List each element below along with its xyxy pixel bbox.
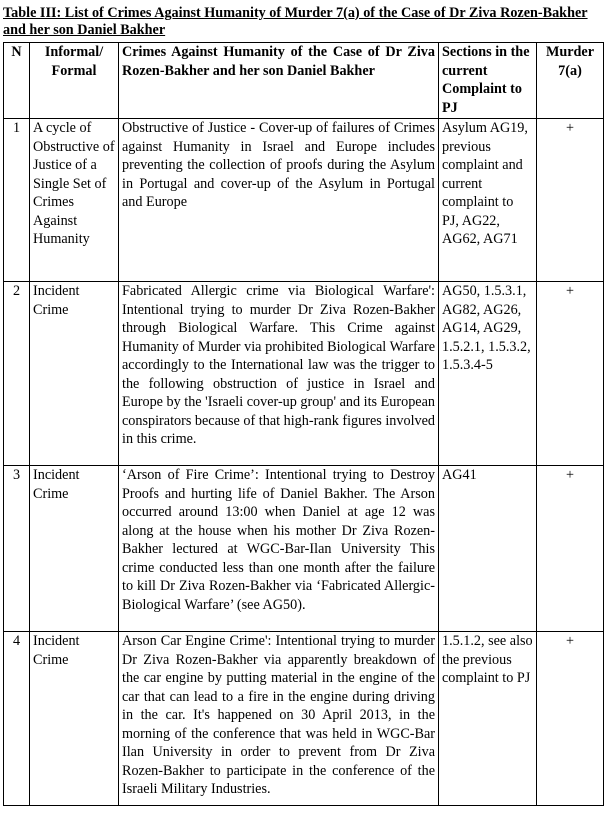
row-number: 4: [4, 632, 30, 806]
row-type: Incident Crime: [30, 466, 119, 632]
row-description: Arson Car Engine Crime': Intentional trying to murder Dr Ziva Rozen-Bakher via apparently breakdown of the car engine by putting material in the engine of the car that can lead to a fire in the engine during driving in the car. It's happened on 30 April 2013, in the morning of the conference that was held in WGC-Bar Ilan University in order to prevent from Dr Ziva Rozen-Bakher to participate in the conference of the Israeli Military Industries.: [119, 632, 439, 806]
row-description: Fabricated Allergic crime via Biological Warfare': Intentional trying to murder Dr Ziva Rozen-Bakher through Biological Warfare. This Crime against Humanity of Murder via prohibited Biological Warfare accordingly to the International law was the trigger to the following obstruction of justice in Israel and Europe by the 'Israeli cover-up group' and its European conspirators because of that high-rank figures involved in this crime.: [119, 282, 439, 466]
header-row: [4, 43, 604, 119]
row-description: ‘Arson of Fire Crime’: Intentional trying to Destroy Proofs and hurting life of Daniel Bakher. The Arson occurred around 13:00 when Daniel at age 12 was along at the house when his mother Dr Ziva Rozen-Bakher lectured at WGC-Bar-Ilan University This crime conducted less than one month after the failure to kill Dr Ziva Rozen-Bakher via ‘Fabricated Allergic-Biological Warfare’ (see AG50).: [119, 466, 439, 632]
row-type: Incident Crime: [30, 282, 119, 466]
row-number: 1: [4, 119, 30, 282]
table-row: [4, 119, 604, 282]
row-murder-mark: +: [537, 119, 604, 282]
header-n: N: [4, 43, 30, 119]
row-murder-mark: +: [537, 632, 604, 806]
row-number: 3: [4, 466, 30, 632]
table-row: [4, 632, 604, 806]
row-description: Obstructive of Justice - Cover-up of failures of Crimes against Humanity in Israel and Europe includes preventing the collection of proofs during the Asylum in Portugal and cover-up of the Asylum in Portugal and Europe: [119, 119, 439, 282]
row-number: 2: [4, 282, 30, 466]
header-informal-formal: Informal/ Formal: [30, 43, 119, 119]
row-murder-mark: +: [537, 282, 604, 466]
row-sections: Asylum AG19, previous complaint and current complaint to PJ, AG22, AG62, AG71: [439, 119, 537, 282]
table-row: [4, 466, 604, 632]
header-sections: Sections in the current Complaint to PJ: [439, 43, 537, 119]
row-murder-mark: +: [537, 466, 604, 632]
table-row: [4, 282, 604, 466]
crimes-table: [3, 42, 604, 806]
row-type: Incident Crime: [30, 632, 119, 806]
row-sections: 1.5.1.2, see also the previous complaint to PJ: [439, 632, 537, 806]
row-sections: AG50, 1.5.3.1, AG82, AG26, AG14, AG29, 1.5.2.1, 1.5.3.2, 1.5.3.4-5: [439, 282, 537, 466]
row-type: A cycle of Obstructive of Justice of a Single Set of Crimes Against Humanity: [30, 119, 119, 282]
row-sections: AG41: [439, 466, 537, 632]
table-title: Table III: List of Crimes Against Humanity of Murder 7(a) of the Case of Dr Ziva Rozen-Bakher and her son Daniel Bakher: [3, 5, 588, 38]
header-murder: Murder 7(a): [537, 43, 604, 119]
header-crimes: Crimes Against Humanity of the Case of Dr Ziva Rozen-Bakher and her son Daniel Bakher: [119, 43, 439, 119]
